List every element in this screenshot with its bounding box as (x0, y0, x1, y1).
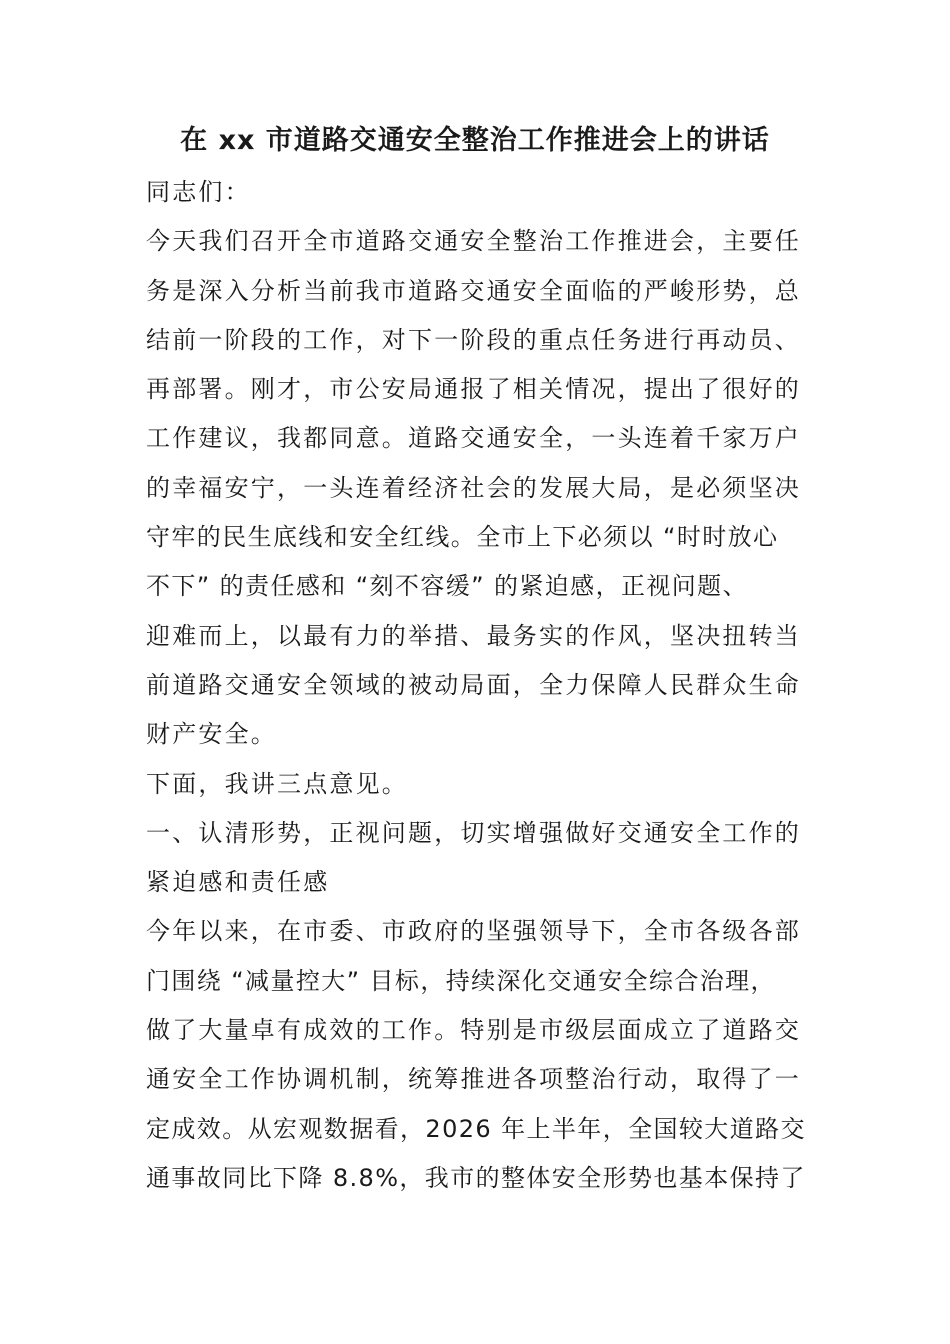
paragraph-line: 财产安全。 (146, 720, 277, 749)
paragraph-line: 通事故同比下降 8.8%，我市的整体安全形势也基本保持了 (146, 1163, 806, 1192)
paragraph-line: 不下” 的责任感和 “刻不容缓” 的紧迫感，正视问题、 (146, 572, 748, 601)
paragraph-line: 务是深入分析当前我市道路交通安全面临的严峻形势，总 (146, 276, 801, 305)
section-heading-line: 紧迫感和责任感 (146, 868, 330, 897)
paragraph-line: 今年以来，在市委、市政府的坚强领导下，全市各级各部 (146, 917, 801, 946)
salutation-line: 同志们： (146, 178, 251, 206)
document-body (146, 168, 812, 1203)
paragraph-line: 今天我们召开全市道路交通安全整治工作推进会，主要任 (146, 227, 801, 256)
paragraph-line: 的幸福安宁，一头连着经济社会的发展大局，是必须坚决 (146, 473, 801, 502)
paragraph-line: 门围绕 “减量控大” 目标，持续深化交通安全综合治理， (146, 966, 776, 995)
paragraph-line: 守牢的民生底线和安全红线。全市上下必须以 “时时放心 (146, 523, 779, 552)
paragraph-line: 再部署。刚才，市公安局通报了相关情况，提出了很好的 (146, 375, 801, 404)
paragraph-line: 做了大量卓有成效的工作。特别是市级层面成立了道路交 (146, 1016, 801, 1045)
paragraph-line: 迎难而上，以最有力的举措、最务实的作风，坚决扭转当 (146, 621, 801, 650)
paragraph-line: 工作建议，我都同意。道路交通安全，一头连着千家万户 (146, 424, 801, 453)
paragraph-line: 结前一阶段的工作，对下一阶段的重点任务进行再动员、 (146, 325, 801, 354)
document-title: 在 xx 市道路交通安全整治工作推进会上的讲话 (180, 125, 770, 156)
paragraph-line: 下面，我讲三点意见。 (146, 769, 408, 798)
paragraph-line: 定成效。从宏观数据看，2026 年上半年，全国较大道路交 (146, 1114, 806, 1143)
section-heading-line: 一、认清形势，正视问题，切实增强做好交通安全工作的 (146, 818, 801, 847)
paragraph-line: 通安全工作协调机制，统筹推进各项整治行动，取得了一 (146, 1065, 801, 1094)
paragraph-line: 前道路交通安全领域的被动局面，全力保障人民群众生命 (146, 670, 801, 699)
